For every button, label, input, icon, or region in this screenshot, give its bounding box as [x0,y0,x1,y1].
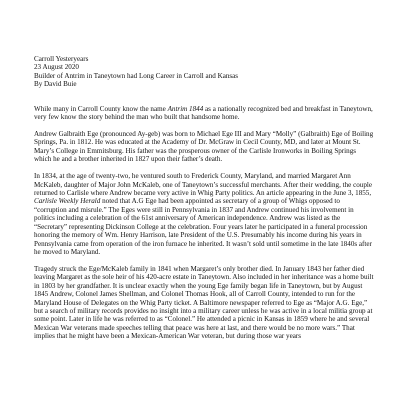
paragraph-4: Tragedy struck the Ege/McKaleb family in 1841 when Margaret’s only brother died. In January 1843 her father died leaving Margaret as the sole heir of his 420-acre estate in Taneytown. Also included in her inheritance was a home built in 1803 by her grandfather. It is unclear exactly when the young Ege family began life in Taneytown, but by August 1845 Andrew, Colonel James Shellman, and Colonel Thomas Hook, all of Carroll County, intended to run for the Maryland House of Delegates on the Whig Party ticket. A Baltimore newspaper referred to Ege as “Major A.G. Ege,” but a search of military records provides no insight into a military career unless he was active in a local militia group at some point. Later in life he was referred to as “Colonel.” He attended a picnic in Kansas in 1859 where he and several Mexican War veterans made speeches telling that peace was here at last, and there would be no more wars.” That implies that he might have been a Mexican-American War veteran, but during those war years [34,264,374,341]
article-header [34,55,374,89]
article-byline: By David Buie [34,80,77,89]
column-name: Carroll Yesteryears [34,55,89,63]
italic-newspaper: Carlisle Weekly Herald [34,197,101,206]
article-date: 23 August 2020 [34,63,79,72]
article [34,55,374,349]
paragraph-2: Andrew Galbraith Ege (pronounced Ay-geb) was born to Michael Ege III and Mary “Molly” (Galbraith) Ege of Boiling Springs, Pa. in 1812. He was educated at the Academy of Dr. McGraw in Cecil County, MD, and later at Mount St. Mary’s College in Emmitsburg. His father was the prosperous owner of the Carlisle Ironworks in Boiling Springs which he and a brother inherited in 1827 upon their father’s death. [34,130,374,164]
paragraph-3: In 1834, at the age of twenty-two, he ventured south to Frederick County, Maryland, and married Margaret Ann McKaleb, daughter of Major John McKaleb, one of Taneytown’s successful merchants. After their wedding, the couple returned to Carlisle where Andrew became very active in Whig Party politics. An article appearing in the June 3, 1855, Carlisle Weekly Herald noted that A.G Ege had been appointed as secretary of a group of Whigs opposed to “corruption and misrule.” The Eges were still in Pennsylvania in 1837 and Andrew continued his involvement in politics including a celebration of the 61st anniversary of American independence. Andrew was listed as the “Secretary” representing Dickinson College at the celebration. Four years later he participated in a funeral procession honoring the memory of Wm. Henry Harrison, late President of the U.S. Presumably his income during his years in Pennsylvania came from operation of the iron furnace he inherited. It wasn’t sold until sometime in the late 1840s after he moved to Maryland. [34,172,373,256]
article-title: Builder of Antrim in Taneytown had Long Career in Carroll and Kansas [34,71,239,80]
paragraph-1: While many in Carroll County know the name Antrim 1844 as a nationally recognized bed and breakfast in Taneytown, very few know the story behind the man who built that handsome home. [34,104,373,122]
italic-antrim: Antrim 1844 [167,104,204,113]
